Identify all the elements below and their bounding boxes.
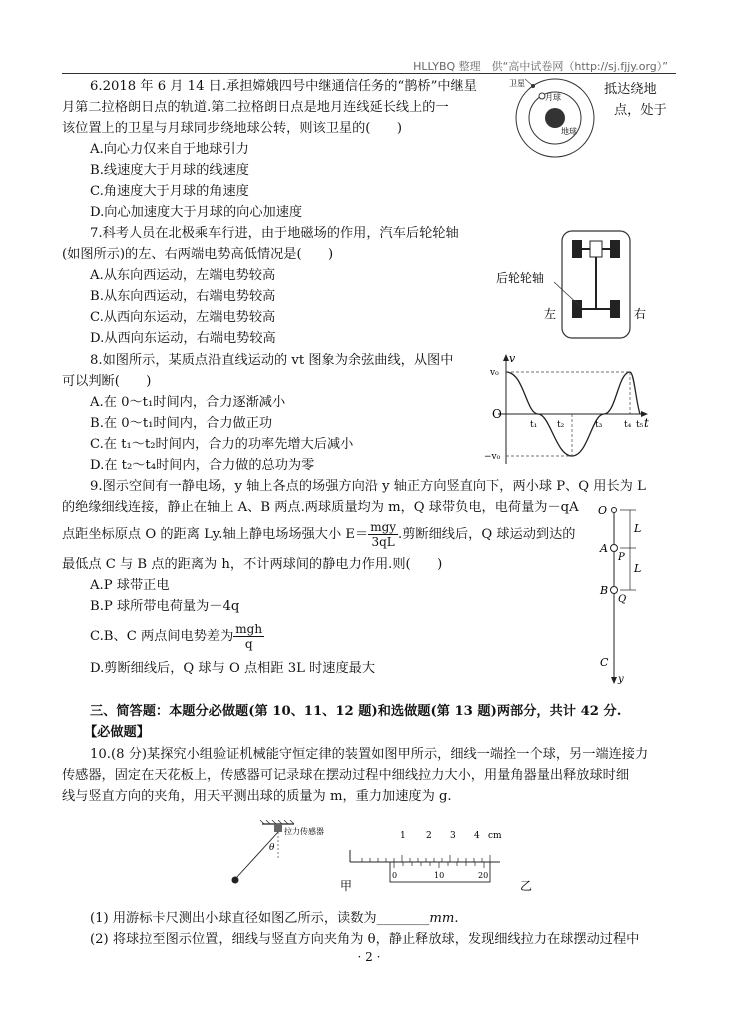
length-l-upper: L <box>634 522 642 535</box>
ball-p <box>611 545 618 552</box>
point-b-label: B <box>600 584 609 597</box>
figure-yi-label: 乙 <box>520 879 533 893</box>
main-scale-1: 1 <box>400 831 406 841</box>
point-c-label: C <box>600 656 609 669</box>
q10-line-1: 10.(8 分)某探究小组验证机械能守恒定律的装置如图甲所示，细线一端拴一个球，另一端连接力 <box>90 747 649 762</box>
q9-option-d: D.剪断细线后，Q 球与 O 点相距 3L 时速度最大 <box>90 661 376 676</box>
q6-line-2: 月第二拉格朗日点的轨道.第二拉格朗日点是地月连线延长线上的一 <box>62 100 449 115</box>
field-axis-diagram <box>596 500 656 686</box>
ball-q-label: Q <box>618 594 627 605</box>
q6-option-a: A.向心力仅来自于地球引力 <box>90 142 249 157</box>
force-sensor-icon <box>274 824 282 832</box>
moon-label: 月球 <box>545 93 561 102</box>
q9-option-b: B.P 球所带电荷量为－4q <box>90 599 240 614</box>
required-heading: 【必做题】 <box>84 725 150 740</box>
ball-p-label: P <box>618 552 625 563</box>
q6-line-1: 6.2018 年 6 月 14 日.承担嫦娥四号中继通信任务的“鹊桥”中继星 <box>90 79 477 94</box>
t1-label: t₁ <box>530 420 538 430</box>
v-axis-label: v <box>509 352 516 365</box>
t3-label: t₃ <box>595 420 603 430</box>
main-scale-2: 2 <box>426 831 432 841</box>
t-axis-label: t <box>644 416 649 430</box>
voltage-denominator: q <box>244 637 253 651</box>
q8-option-c: C.在 t₁～t₂时间内，合力的功率先增大后减小 <box>90 437 354 452</box>
q9-option-c-text: C.B、C 两点间电势差为 <box>90 629 234 644</box>
q8-line-2: 可以判断( ) <box>62 374 152 389</box>
q9-line-3 <box>62 520 575 549</box>
q9-line-4: 最低点 C 与 B 点的距离为 h，不计两球间的静电力作用.则( ) <box>62 557 443 572</box>
q10-sub-2: (2) 将球拉至图示位置，细线与竖直方向夹角为 θ，静止释放球，发现细线拉力在球摆动过程中 <box>90 932 640 947</box>
voltage-numerator: mgh <box>235 622 263 636</box>
q7-option-b: B.从东向西运动，右端电势较高 <box>90 289 276 304</box>
t2-label: t₂ <box>557 420 565 430</box>
length-l-lower: L <box>634 562 642 575</box>
ball-q <box>611 587 618 594</box>
q9-option-c <box>90 622 264 651</box>
q10-line-3: 线与竖直方向的夹角，用天平测出球的质量为 m，重力加速度为 g. <box>62 789 452 804</box>
main-scale-4: 4 <box>474 831 480 841</box>
q8-option-b: B.在 0～t₁时间内，合力做正功 <box>90 416 273 431</box>
field-numerator: mgy <box>370 520 397 534</box>
page-number: · 2 · <box>357 950 381 964</box>
field-fraction <box>368 520 398 549</box>
point-a-label: A <box>600 542 608 555</box>
q7-option-d: D.从西向东运动，右端电势较高 <box>90 331 276 346</box>
origin-label: O <box>492 407 502 421</box>
left-label: 左 <box>544 307 557 321</box>
main-scale-3: 3 <box>450 831 456 841</box>
header-rule <box>62 73 676 74</box>
orbit-diagram <box>505 76 605 160</box>
q8-option-d: D.在 t₂～t₄时间内，合力做的总功为零 <box>90 458 315 473</box>
q6-line-3: 该位置上的卫星与月球同步绕地球公转，则该卫星的( ) <box>62 121 402 136</box>
point-o-label: O <box>598 504 608 517</box>
earth-label: 地球 <box>561 127 577 136</box>
t4-label: t₄ <box>624 420 632 430</box>
field-denominator: 3qL <box>371 535 395 549</box>
neg-v0-label: −v₀ <box>484 452 501 462</box>
t5-label: t₅ <box>636 420 644 430</box>
sensor-label: 拉力传感器 <box>284 827 324 836</box>
theta-label: θ <box>269 843 275 853</box>
car-axle-diagram <box>496 226 656 346</box>
q6-option-d: D.向心加速度大于月球的向心加速度 <box>90 205 303 220</box>
axle-label: 后轮轮轴 <box>496 271 545 285</box>
vt-graph <box>484 352 654 470</box>
q6-line-2-right: 点，处于 <box>614 103 667 118</box>
vernier-10: 10 <box>434 871 445 880</box>
q6-line-1-right: 抵达绕地 <box>604 82 657 97</box>
q7-line-1: 7.科考人员在北极乘车行进，由于地磁场的作用，汽车后轮轮轴 <box>90 226 459 241</box>
earth-icon <box>545 108 565 128</box>
cm-unit: cm <box>488 831 502 841</box>
voltage-fraction <box>233 622 264 651</box>
pendulum-ball <box>232 877 239 884</box>
q7-option-c: C.从西向东运动，左端电势较高 <box>90 310 276 325</box>
v0-label: v₀ <box>490 368 499 378</box>
figure-jia-label: 甲 <box>340 879 353 893</box>
right-label: 右 <box>634 307 647 321</box>
q9-line-2: 的绝缘细线连接，静止在轴上 A、B 两点.两球质量均为 m，Q 球带负电，电荷量为－qA <box>62 500 579 515</box>
q8-option-a: A.在 0～t₁时间内，合力逐渐减小 <box>90 395 286 410</box>
page-header: HLLYBQ 整理 供“高中试卷网（http://sj.fjjy.org）” <box>413 60 668 73</box>
q6-option-c: C.角速度大于月球的角速度 <box>90 184 249 199</box>
y-axis-label: y <box>618 674 624 685</box>
q10-sub-1-unit: mm. <box>429 911 459 926</box>
satellite-label: 卫星 <box>509 79 525 88</box>
vernier-0: 0 <box>392 871 398 880</box>
section-3-heading: 三、简答题：本题分必做题(第 10、11、12 题)和选做题(第 13 题)两部分，共计 42 分. <box>90 704 622 719</box>
q6-option-b: B.线速度大于月球的线速度 <box>90 163 249 178</box>
q10-sub-1 <box>90 910 459 928</box>
q7-line-2: (如图所示)的左、右两端电势高低情况是( ) <box>62 247 334 262</box>
q9-line-3a: 点距坐标原点 O 的距离 Ly.轴上静电场场强大小 E＝ <box>62 527 369 542</box>
q9-line-3b: .剪断细线后，Q 球运动到达的 <box>398 527 576 542</box>
q9-line-1: 9.图示空间有一静电场，y 轴上各点的场强方向沿 y 轴正方向竖直向下，两小球 P、Q 用长为 L <box>90 479 646 494</box>
q9-option-a: A.P 球带正电 <box>90 578 170 593</box>
apparatus-figures <box>222 820 562 898</box>
q10-line-2: 传感器，固定在天花板上，传感器可记录球在摆动过程中细线拉力大小，用量角器量出释放球时细 <box>62 768 630 783</box>
q7-option-a: A.从东向西运动，左端电势较高 <box>90 268 276 283</box>
q8-line-1: 8.如图所示，某质点沿直线运动的 vt 图象为余弦曲线，从图中 <box>90 353 454 368</box>
vernier-20: 20 <box>478 871 489 880</box>
q10-sub-1-text: (1) 用游标卡尺测出小球直径如图乙所示，读数为________ <box>90 911 430 926</box>
